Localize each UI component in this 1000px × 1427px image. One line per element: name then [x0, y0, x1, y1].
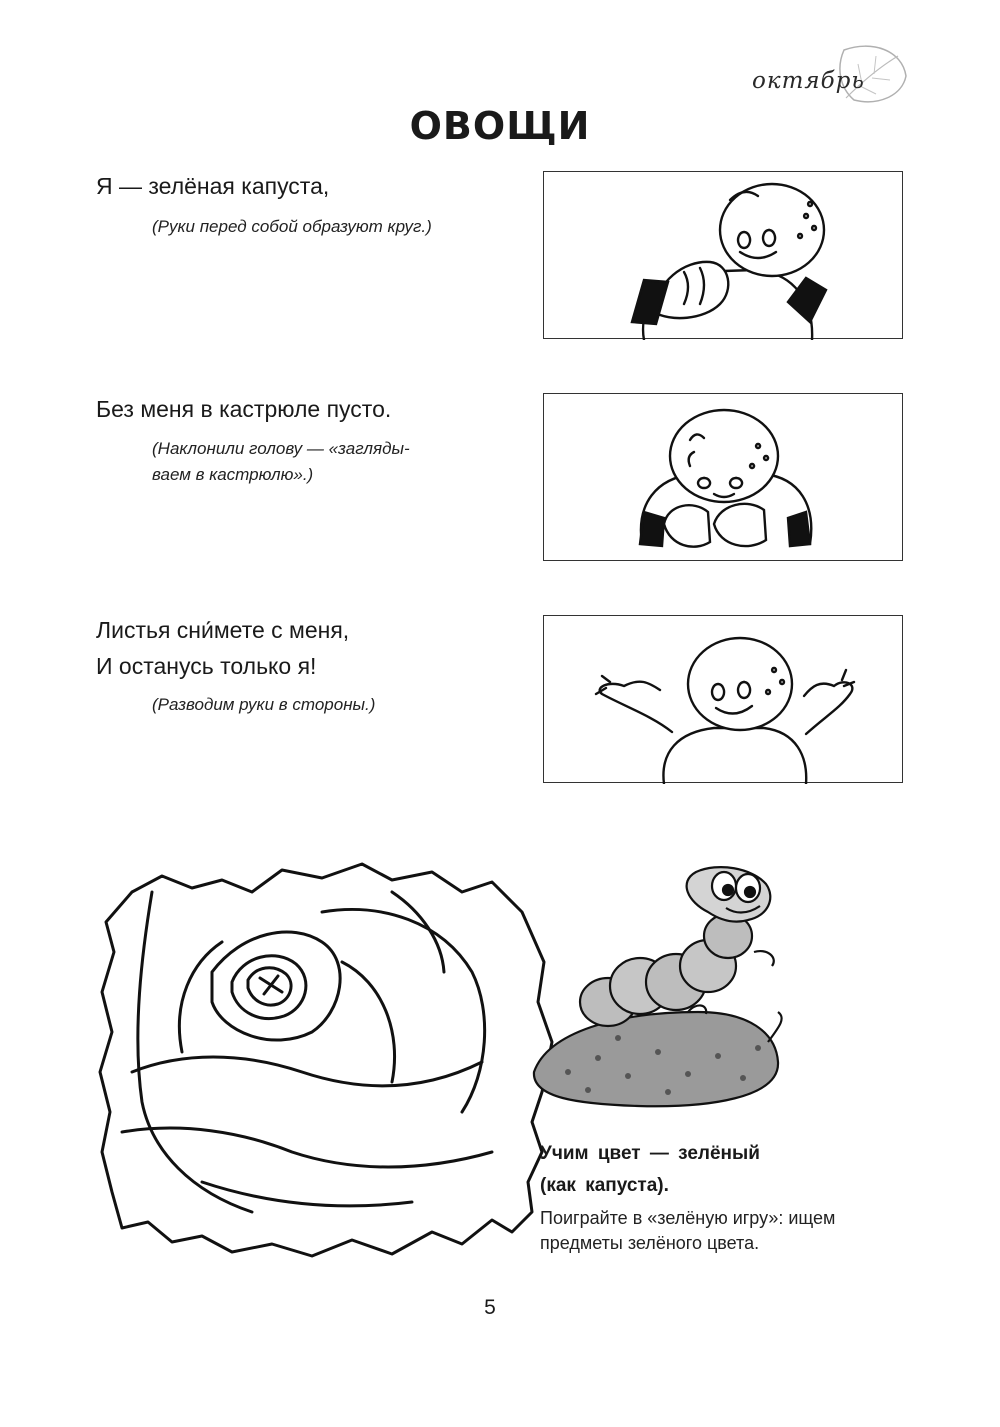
verse-line: Без меня в кастрюле пусто.	[96, 396, 392, 422]
instruction-1	[152, 214, 432, 240]
instruction-line: (Наклонили голову — «загляды-	[152, 439, 410, 458]
color-lesson-text	[540, 1206, 835, 1256]
verse-3	[96, 612, 349, 684]
instruction-2	[152, 436, 410, 488]
month-label: октябрь	[752, 68, 865, 94]
verse-line: Я — зелёная капуста,	[96, 173, 330, 199]
child-circle-hands-illustration	[544, 172, 904, 340]
instruction-3	[152, 692, 375, 718]
caterpillar-cucumber-illustration	[528, 862, 808, 1117]
verse-line: И останусь только я!	[96, 653, 317, 679]
child-arms-apart-illustration	[544, 616, 904, 784]
illustration-panel-1	[543, 171, 903, 339]
verse-line: Листья сни́мете с меня,	[96, 617, 350, 643]
verse-2	[96, 391, 391, 427]
color-lesson-title-line: Учим цвет — зелёный	[540, 1143, 760, 1164]
verse-1	[96, 168, 329, 204]
instruction-line: (Руки перед собой образуют круг.)	[152, 217, 432, 236]
page-number: 5	[484, 1296, 496, 1319]
child-looking-down-illustration	[544, 394, 904, 562]
illustration-panel-2	[543, 393, 903, 561]
color-lesson-text-line: предметы зелёного цвета.	[540, 1233, 760, 1253]
page-title: ОВОЩИ	[409, 104, 591, 148]
color-lesson-title-line: (как капуста).	[540, 1175, 669, 1196]
cabbage-illustration	[92, 852, 562, 1277]
instruction-line: ваем в кастрюлю».)	[152, 465, 314, 484]
color-lesson-title	[540, 1138, 760, 1202]
illustration-panel-3	[543, 615, 903, 783]
color-lesson-text-line: Поиграйте в «зелёную игру»: ищем	[540, 1208, 836, 1228]
instruction-line: (Разводим руки в стороны.)	[152, 695, 376, 714]
